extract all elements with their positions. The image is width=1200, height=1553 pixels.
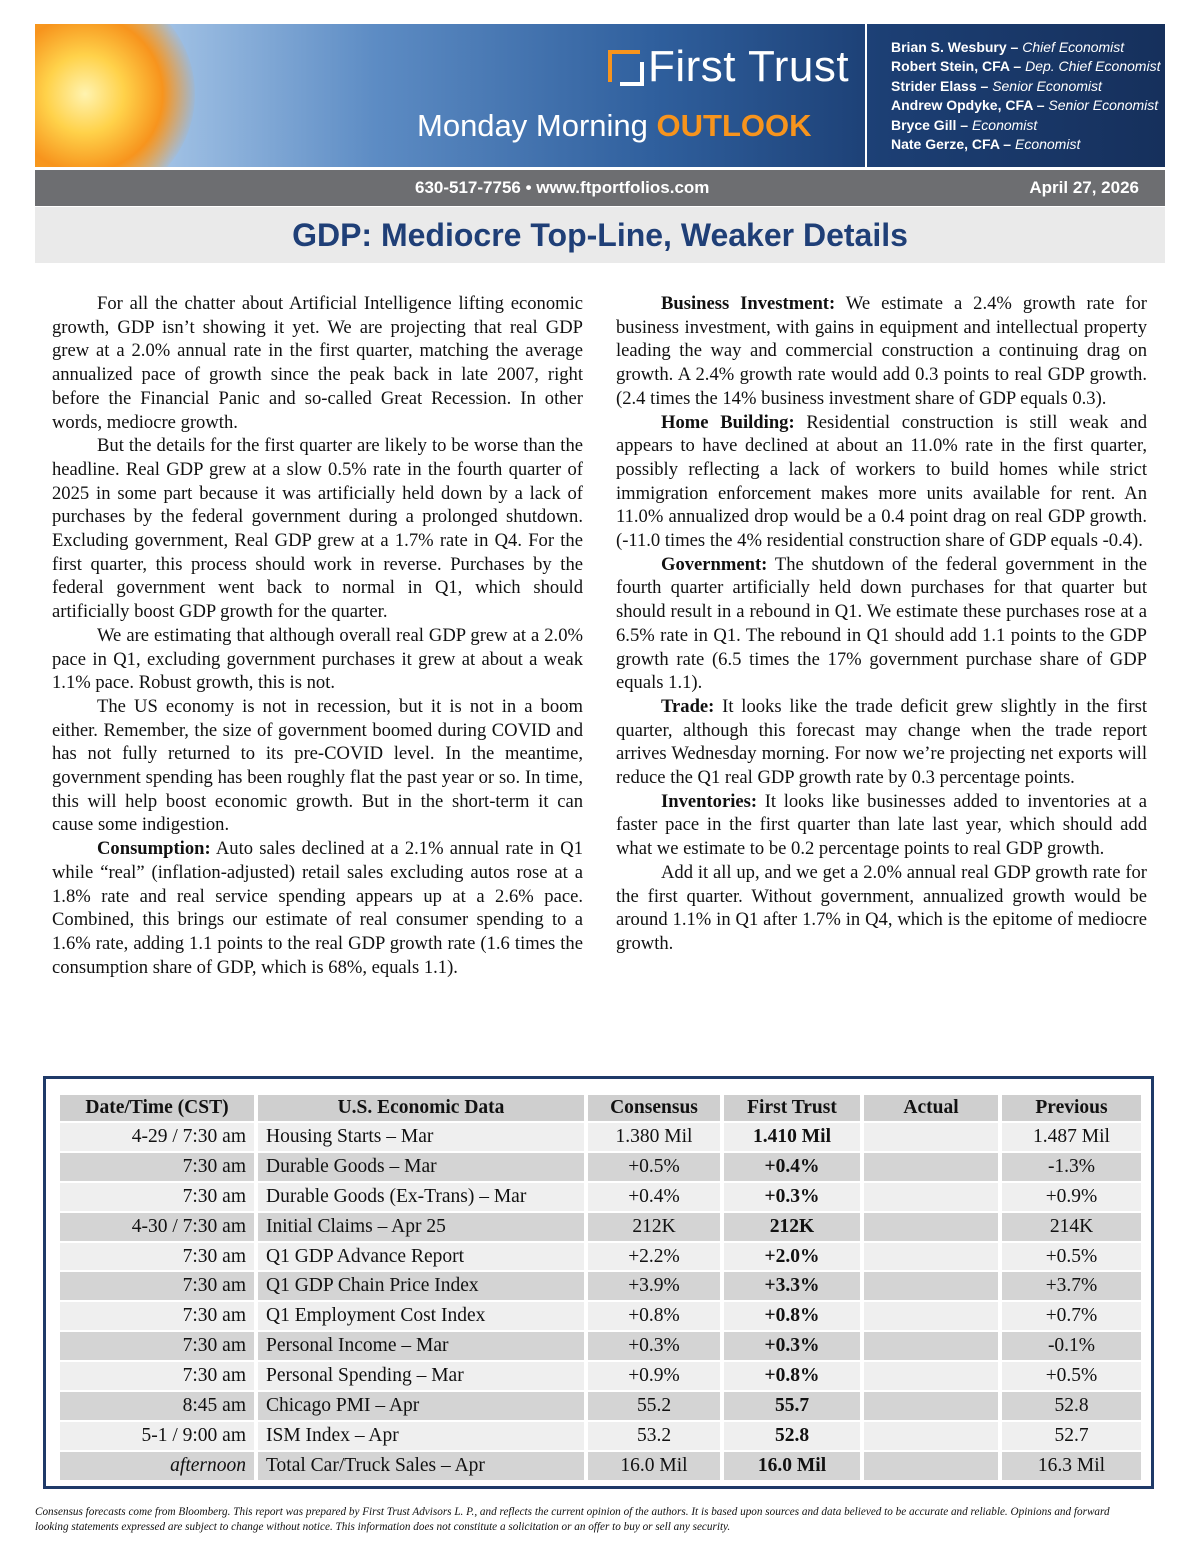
event-cell: Q1 GDP Chain Price Index: [258, 1272, 584, 1300]
first-trust-cell: +2.0%: [724, 1243, 860, 1271]
header-divider: [865, 24, 867, 167]
previous-cell: -0.1%: [1002, 1332, 1141, 1360]
event-cell: Q1 GDP Advance Report: [258, 1243, 584, 1271]
publication-title-prefix: Monday Morning: [417, 108, 648, 143]
first-trust-cell: +0.8%: [724, 1362, 860, 1390]
previous-cell: 1.487 Mil: [1002, 1123, 1141, 1151]
economic-data-table: [56, 1093, 1145, 1482]
first-trust-cell: +0.8%: [724, 1302, 860, 1330]
first-trust-cell: +0.3%: [724, 1332, 860, 1360]
right-column: [616, 292, 1147, 956]
actual-cell: [864, 1123, 998, 1151]
previous-cell: 52.8: [1002, 1392, 1141, 1420]
event-cell: Personal Income – Mar: [258, 1332, 584, 1360]
paragraph-home-building: Home Building: Residential construction is still weak and appears to have declined at about an 11.0% rate in the first quarter, possibly reflecting a lack of workers to build homes while strict immigration enforcement makes more units available for rent. An 11.0% annualized drop would be a 0.4 point drag on real GDP growth. (-11.0 times the 4% residential construction share of GDP equals -0.4).: [616, 411, 1148, 552]
actual-cell: [864, 1452, 998, 1480]
table-row: [60, 1422, 1141, 1450]
table-row: [60, 1123, 1141, 1151]
paragraph: But the details for the first quarter are likely to be worse than the headline. Real GDP grew at a slow 0.5% rate in the fourth quarter of 2025 in some part because it was artificially held down by a lack of purchases by the federal government during a prolonged shutdown. Excluding government, Real GDP grew at a 1.7% rate in Q4. For the first quarter, this process should work in reverse. Purchases by the federal government went back to normal in Q1, which should artificially boost GDP growth for the quarter.: [52, 435, 583, 623]
column-header: First Trust: [724, 1095, 860, 1121]
table-row: [60, 1213, 1141, 1241]
paragraph: We are estimating that although overall real GDP grew at a 2.0% pace in Q1, excluding government purchases it grew at about a weak 1.1% pace. Robust growth, this is not.: [52, 624, 583, 694]
event-cell: Housing Starts – Mar: [258, 1123, 584, 1151]
staff-member: Andrew Opdyke, CFA – Senior Economist: [891, 97, 1159, 114]
consensus-cell: +0.8%: [588, 1302, 720, 1330]
column-header: Previous: [1002, 1095, 1141, 1121]
event-cell: Q1 Employment Cost Index: [258, 1302, 584, 1330]
actual-cell: [864, 1183, 998, 1211]
event-cell: Chicago PMI – Apr: [258, 1392, 584, 1420]
time-cell: 7:30 am: [60, 1332, 254, 1360]
time-cell: 7:30 am: [60, 1183, 254, 1211]
event-cell: Total Car/Truck Sales – Apr: [258, 1452, 584, 1480]
paragraph-consumption: Consumption: Auto sales declined at a 2.1% annual rate in Q1 while “real” (inflation-adjusted) retail sales excluding autos rose at a 1.8% rate and real service spending appears up at a 2.6% pace. Combined, this brings our estimate of real consumer spending to a 1.6% rate, adding 1.1 points to the real GDP growth rate (1.6 times the consumption share of GDP, which is 68%, equals 1.1).: [52, 838, 583, 978]
table-row: [60, 1183, 1141, 1211]
consensus-cell: 16.0 Mil: [588, 1452, 720, 1480]
event-cell: Durable Goods (Ex-Trans) – Mar: [258, 1183, 584, 1211]
actual-cell: [864, 1392, 998, 1420]
first-trust-cell: 16.0 Mil: [724, 1452, 860, 1480]
actual-cell: [864, 1302, 998, 1330]
publication-title: [417, 108, 812, 144]
first-trust-cell: 212K: [724, 1213, 860, 1241]
sunburst-graphic: [35, 24, 195, 167]
event-cell: Durable Goods – Mar: [258, 1153, 584, 1181]
time-cell: 7:30 am: [60, 1153, 254, 1181]
table-row: [60, 1153, 1141, 1181]
consensus-cell: 53.2: [588, 1422, 720, 1450]
left-column: [52, 292, 583, 979]
time-cell: 8:45 am: [60, 1392, 254, 1420]
consensus-cell: 55.2: [588, 1392, 720, 1420]
publication-date: April 27, 2026: [1029, 178, 1139, 197]
consensus-cell: +3.9%: [588, 1272, 720, 1300]
staff-member: Robert Stein, CFA – Dep. Chief Economist: [891, 58, 1161, 75]
first-trust-cell: 1.410 Mil: [724, 1123, 860, 1151]
consensus-cell: +0.9%: [588, 1362, 720, 1390]
previous-cell: +0.5%: [1002, 1362, 1141, 1390]
consensus-cell: 212K: [588, 1213, 720, 1241]
table-row: [60, 1272, 1141, 1300]
first-trust-cell: +0.3%: [724, 1183, 860, 1211]
previous-cell: +3.7%: [1002, 1272, 1141, 1300]
contact-info: 630-517-7756 • www.ftportfolios.com: [415, 178, 710, 197]
paragraph: The US economy is not in recession, but it is not in a boom either. Remember, the size of government boomed during COVID and has not fully returned to its pre-COVID level. In the meantime, government spending has been roughly flat the past year or so. In time, this will help boost economic growth. But in the short-term it can cause some indigestion.: [52, 695, 583, 836]
first-trust-cell: 52.8: [724, 1422, 860, 1450]
first-trust-cell: 55.7: [724, 1392, 860, 1420]
table-row: [60, 1302, 1141, 1330]
disclaimer: Consensus forecasts come from Bloomberg. This report was prepared by First Trust Advisors L. P., and reflects the current opinion of the authors. It is based upon sources and data believed to be accurate and reliable. Opinions and forward looking statements expressed are subject to change without notice. This information does not constitute a solicitation or an offer to buy or sell any security.: [35, 1506, 1110, 1533]
consensus-cell: +0.4%: [588, 1183, 720, 1211]
table-row: [60, 1362, 1141, 1390]
previous-cell: +0.7%: [1002, 1302, 1141, 1330]
consensus-cell: +0.5%: [588, 1153, 720, 1181]
staff-member: Brian S. Wesbury – Chief Economist: [891, 39, 1125, 55]
economic-calendar: [43, 1076, 1154, 1489]
header-banner: [35, 24, 1165, 167]
first-trust-cell: +3.3%: [724, 1272, 860, 1300]
paragraph: For all the chatter about Artificial Intelligence lifting economic growth, GDP isn’t showing it yet. We are projecting that real GDP grew at a 2.0% annual rate in the first quarter, matching the average annualized pace of growth since the peak back in late 2007, right before the Financial Panic and so-called Great Recession. In other words, mediocre growth.: [52, 293, 583, 433]
event-cell: Initial Claims – Apr 25: [258, 1213, 584, 1241]
actual-cell: [864, 1153, 998, 1181]
time-cell: 4-29 / 7:30 am: [60, 1123, 254, 1151]
consensus-cell: +0.3%: [588, 1332, 720, 1360]
paragraph: Add it all up, and we get a 2.0% annual real GDP growth rate for the first quarter. Without government, annualized growth would be around 1.1% in Q1 after 1.7% in Q4, which is the epitome of mediocre growth.: [616, 861, 1147, 954]
table-row: [60, 1452, 1141, 1480]
previous-cell: 52.7: [1002, 1422, 1141, 1450]
headline: GDP: Mediocre Top-Line, Weaker Details: [292, 217, 908, 253]
actual-cell: [864, 1213, 998, 1241]
event-cell: ISM Index – Apr: [258, 1422, 584, 1450]
column-header: U.S. Economic Data: [258, 1095, 584, 1121]
table-header-row: [60, 1095, 1141, 1121]
publication-title-highlight: OUTLOOK: [656, 108, 812, 143]
staff-member: Nate Gerze, CFA – Economist: [891, 136, 1081, 153]
previous-cell: +0.5%: [1002, 1243, 1141, 1271]
time-cell: 7:30 am: [60, 1272, 254, 1300]
table-row: [60, 1392, 1141, 1420]
staff-member: Strider Elass – Senior Economist: [891, 77, 1102, 94]
time-cell: afternoon: [60, 1452, 254, 1480]
paragraph-government: Government: The shutdown of the federal government in the fourth quarter artificially held down purchases for that quarter but should result in a rebound in Q1. We estimate these purchases rose at a 6.5% rate in Q1. The rebound in Q1 should add 1.1 points to the GDP growth rate (6.5 times the 17% government purchase share of GDP equals 1.1).: [616, 553, 1147, 694]
previous-cell: 16.3 Mil: [1002, 1452, 1141, 1480]
time-cell: 5-1 / 9:00 am: [60, 1422, 254, 1450]
previous-cell: 214K: [1002, 1213, 1141, 1241]
staff-member: Bryce Gill – Economist: [891, 116, 1038, 133]
column-header: Date/Time (CST): [60, 1095, 254, 1121]
headline-bar: [35, 207, 1165, 263]
paragraph-lead: Business Investment:: [661, 293, 836, 314]
actual-cell: [864, 1422, 998, 1450]
consensus-cell: 1.380 Mil: [588, 1123, 720, 1151]
time-cell: 7:30 am: [60, 1302, 254, 1330]
actual-cell: [864, 1332, 998, 1360]
first-trust-cell: +0.4%: [724, 1153, 860, 1181]
previous-cell: +0.9%: [1002, 1183, 1141, 1211]
previous-cell: -1.3%: [1002, 1153, 1141, 1181]
column-header: Consensus: [588, 1095, 720, 1121]
staff-list: [891, 38, 1160, 154]
time-cell: 7:30 am: [60, 1243, 254, 1271]
time-cell: 4-30 / 7:30 am: [60, 1213, 254, 1241]
brand-logo: [600, 42, 880, 96]
event-cell: Personal Spending – Mar: [258, 1362, 584, 1390]
time-cell: 7:30 am: [60, 1362, 254, 1390]
consensus-cell: +2.2%: [588, 1243, 720, 1271]
paragraph-inventories: Inventories: It looks like businesses added to inventories at a faster pace in the first quarter than late last year, which should add what we estimate to be 0.2 percentage points to real GDP growth.: [616, 790, 1147, 860]
table-row: [60, 1243, 1141, 1271]
paragraph-business-investment: Business Investment: We estimate a 2.4% growth rate for business investment, with gains in equipment and intellectual property leading the way and commercial construction a continuing drag on growth. A 2.4% growth rate would add 0.3 points to real GDP growth. (2.4 times the 14% business investment share of GDP equals 0.3).: [616, 293, 1147, 409]
paragraph-lead: Trade:: [661, 695, 715, 717]
brand-name: First Trust: [648, 42, 850, 91]
column-header: Actual: [864, 1095, 998, 1121]
table-row: [60, 1332, 1141, 1360]
actual-cell: [864, 1243, 998, 1271]
paragraph-trade: Trade: It looks like the trade deficit grew slightly in the first quarter, although this forecast may change when the trade report arrives Wednesday morning. For now we’re projecting net exports will reduce the Q1 real GDP growth rate by 0.3 percentage points.: [616, 695, 1147, 789]
paragraph-lead: Consumption:: [97, 838, 211, 860]
paragraph-lead: Home Building:: [661, 411, 795, 433]
actual-cell: [864, 1272, 998, 1300]
paragraph-lead: Government:: [661, 553, 768, 575]
paragraph-lead: Inventories:: [661, 790, 758, 812]
logo-mark-icon: [608, 50, 640, 82]
actual-cell: [864, 1362, 998, 1390]
contact-bar: [35, 170, 1165, 206]
